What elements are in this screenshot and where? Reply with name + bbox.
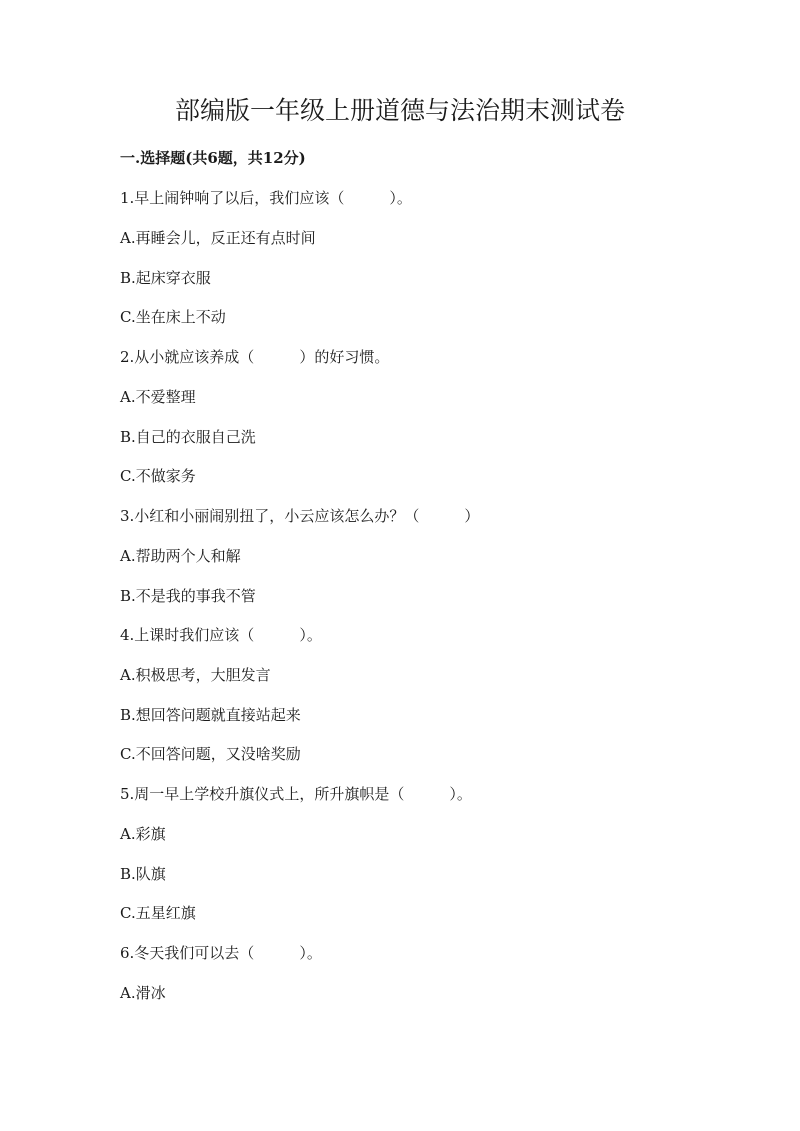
question-stem: 1.早上闹钟响了以后，我们应该（ ）。 <box>120 189 412 207</box>
question-option: A.积极思考，大胆发言 <box>120 666 271 684</box>
question-option: B.不是我的事我不管 <box>120 587 256 605</box>
question-option: A.再睡会儿，反正还有点时间 <box>120 229 316 247</box>
question-option: B.自己的衣服自己洗 <box>120 428 256 446</box>
question-option: B.起床穿衣服 <box>120 269 211 287</box>
question-option: B.想回答问题就直接站起来 <box>120 706 301 724</box>
question-stem: 4.上课时我们应该（ ）。 <box>120 626 322 644</box>
page-title: 部编版一年级上册道德与法治期末测试卷 <box>174 96 625 125</box>
question-stem: 5.周一早上学校升旗仪式上，所升旗帜是（ ）。 <box>120 785 472 803</box>
question-option: A.滑冰 <box>120 984 166 1002</box>
question-option: A.不爱整理 <box>120 388 196 406</box>
section-heading: 一.选择题(共6题，共12分) <box>120 149 306 167</box>
question-option: B.队旗 <box>120 865 166 883</box>
question-option: C.不做家务 <box>120 467 196 485</box>
question-stem: 2.从小就应该养成（ ）的好习惯。 <box>120 348 390 366</box>
question-option: C.坐在床上不动 <box>120 308 226 326</box>
question-stem: 6.冬天我们可以去（ ）。 <box>120 944 322 962</box>
question-option: A.帮助两个人和解 <box>120 547 241 565</box>
question-option: C.不回答问题，又没啥奖励 <box>120 745 301 763</box>
question-option: C.五星红旗 <box>120 904 196 922</box>
question-option: A.彩旗 <box>120 825 166 843</box>
question-stem: 3.小红和小丽闹别扭了，小云应该怎么办？（ ） <box>120 507 480 525</box>
